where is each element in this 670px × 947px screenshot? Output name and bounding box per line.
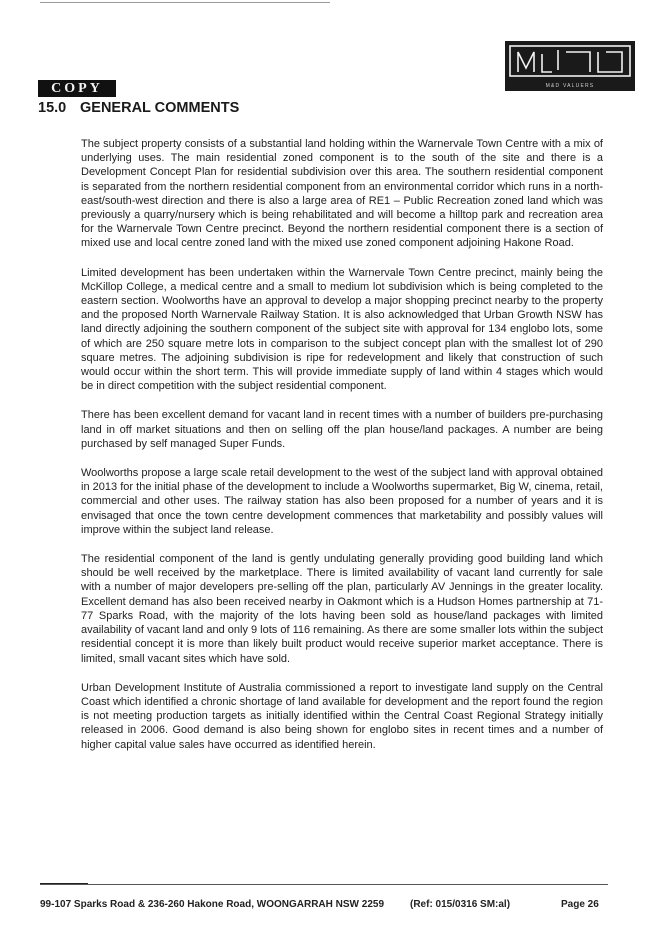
paragraph: Urban Development Institute of Australia commissioned a report to investigate land supply on the Central Coast which identified a chronic shortage of land available for development and the report found the region is not meeting production targets as initially identified within the Central Coast Regional Strategy initially released in 2006. Good demand is also being shown for englobo sites in recent times and a number of higher capital value sales have occurred as identified herein.	[81, 681, 603, 751]
paragraph: The residential component of the land is gently undulating generally providing good building land which should be well received by the marketplace. There is limited availability of vacant land currently for sale with a number of major developers pre-selling off the plan, particularly AV Jennings in the greater locality. Excellent demand has also been received nearby in Oakmont which is a Hudson Homes partnership at 71-77 Sparks Road, with the majority of the lots having been sold as house/land packages with limited availability of vacant land and only 9 lots of 116 remaining. As there are some smaller lots within the subject residential concept it is more than likely built product would receive superior market acceptance. There is limited, small vacant sites which have sold.	[81, 553, 603, 665]
section-title: GENERAL COMMENTS	[80, 100, 240, 116]
logo-mark-icon	[506, 42, 634, 82]
footer-rule	[40, 884, 608, 885]
paragraph: Woolworths propose a large scale retail development to the west of the subject land with approval obtained in 2013 for the initial phase of the development to include a Woolworths supermarket, Big W, cinema, retail, commercial and other uses. The railway station has also been proposed for a number of years and it is envisaged that once the town centre development commences that marketability and possibly values will improve within the subject land release.	[81, 467, 603, 536]
section-heading	[38, 100, 239, 116]
paragraph: There has been excellent demand for vacant land in recent times with a number of builders pre-purchasing land in off market situations and then on selling off the plan house/land packages. A number are being purchased by self managed Super Funds.	[81, 409, 603, 450]
body-text	[81, 137, 603, 767]
section-number: 15.0	[38, 100, 67, 116]
footer-address: 99-107 Sparks Road & 236-260 Hakone Road, WOONGARRAH NSW 2259	[40, 899, 384, 910]
paragraph: Limited development has been undertaken within the Warnervale Town Centre precinct, mainly being the McKillop College, a medical centre and a small to medium lot subdivision which is being completed to the eastern section. Woolworths have an approval to develop a major shopping precinct nearby to the property and the proposed North Warnervale Railway Station. It is also acknowledged that Urban Growth NSW has land directly adjoining the southern component of the subject site with approval for 134 englobo lots, some of which are 250 square metre lots in comparison to the subject concept plan with the smallest lot of 290 square metres. The adjoining subdivision is ripe for redevelopment and likely that construction of such would occur within the short term. This will provide immediate supply of land within 4 stages which would be in direct competition with the subject residential component.	[81, 266, 603, 393]
paragraph: The subject property consists of a substantial land holding within the Warnervale Town Centre with a mix of underlying uses. The main residential zoned component is to the south of the site and there is a Development Concept Plan for residential subdivision over this area. The southern residential component is separated from the northern residential component from an environmental corridor which runs in a north-east/south-west direction and there is also a large area of RE1 – Public Recreation zoned land which was previously a quarry/nursery which is being rehabilitated and will become a hilltop park and recreation area for the Warnervale Town Centre precinct. Beyond the northern residential component there is a section of mixed use and local centre zoned land with the mixed use zoned component adjoining Hakone Road.	[81, 138, 603, 250]
logo-caption: M&D VALUERS	[545, 83, 595, 89]
copy-stamp: COPY	[38, 80, 116, 97]
top-rule	[40, 2, 330, 3]
footer-reference: (Ref: 015/0316 SM:al)	[410, 899, 511, 910]
footer-page-number: Page 26	[561, 899, 599, 910]
company-logo	[505, 41, 635, 91]
